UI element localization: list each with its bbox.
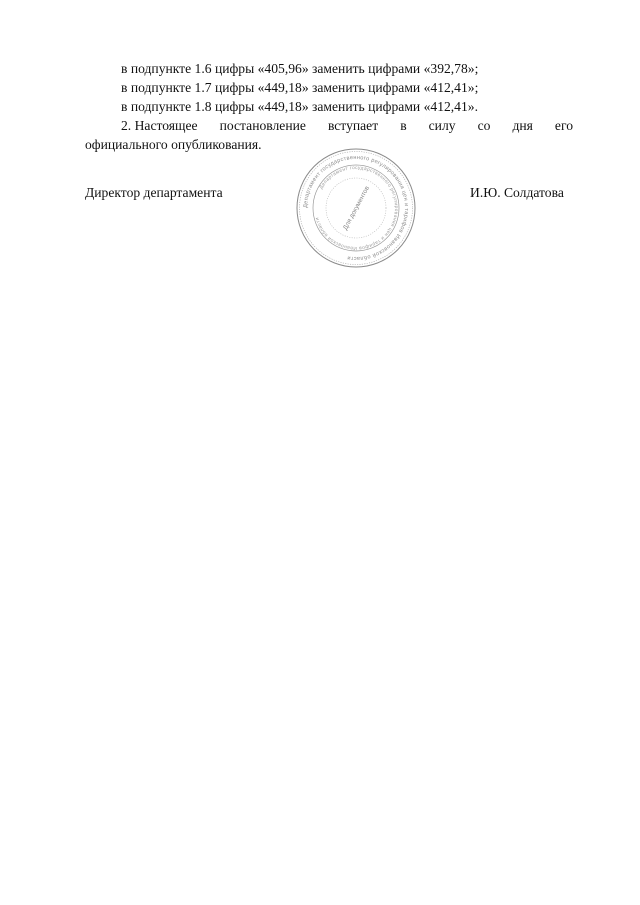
clause-2-word: 2. Настоящее <box>121 118 198 133</box>
seal-center-text: Для документов <box>341 185 371 232</box>
clause-2-first-line <box>121 117 573 135</box>
clause-2-word: силу <box>428 118 456 133</box>
clause-2-word: постановление <box>219 118 306 133</box>
amendment-line-3: в подпункте 1.8 цифры «449,18» заменить цифрами «412,41». <box>121 99 478 114</box>
clause-2-word: в <box>400 118 407 133</box>
clause-2-continuation: официального опубликования. <box>85 137 262 152</box>
seal-inner-text: Департамент государственного регулирования цен и тарифов Ивановской области <box>315 165 399 251</box>
signer-name: И.Ю. Солдатова <box>470 185 564 200</box>
clause-2-word: дня <box>512 118 533 133</box>
amendment-line-2: в подпункте 1.7 цифры «449,18» заменить цифрами «412,41»; <box>121 80 479 95</box>
clause-2-word: вступает <box>327 118 379 133</box>
official-seal <box>294 146 418 270</box>
clause-2-word: со <box>477 118 491 133</box>
signer-position: Директор департамента <box>85 185 223 200</box>
amendment-line-1: в подпункте 1.6 цифры «405,96» заменить цифрами «392,78»; <box>121 61 479 76</box>
seal-outer-text: Департамент государственного регулирования цен и тарифов Ивановской области <box>302 154 410 262</box>
clause-2-word: его <box>554 118 573 133</box>
